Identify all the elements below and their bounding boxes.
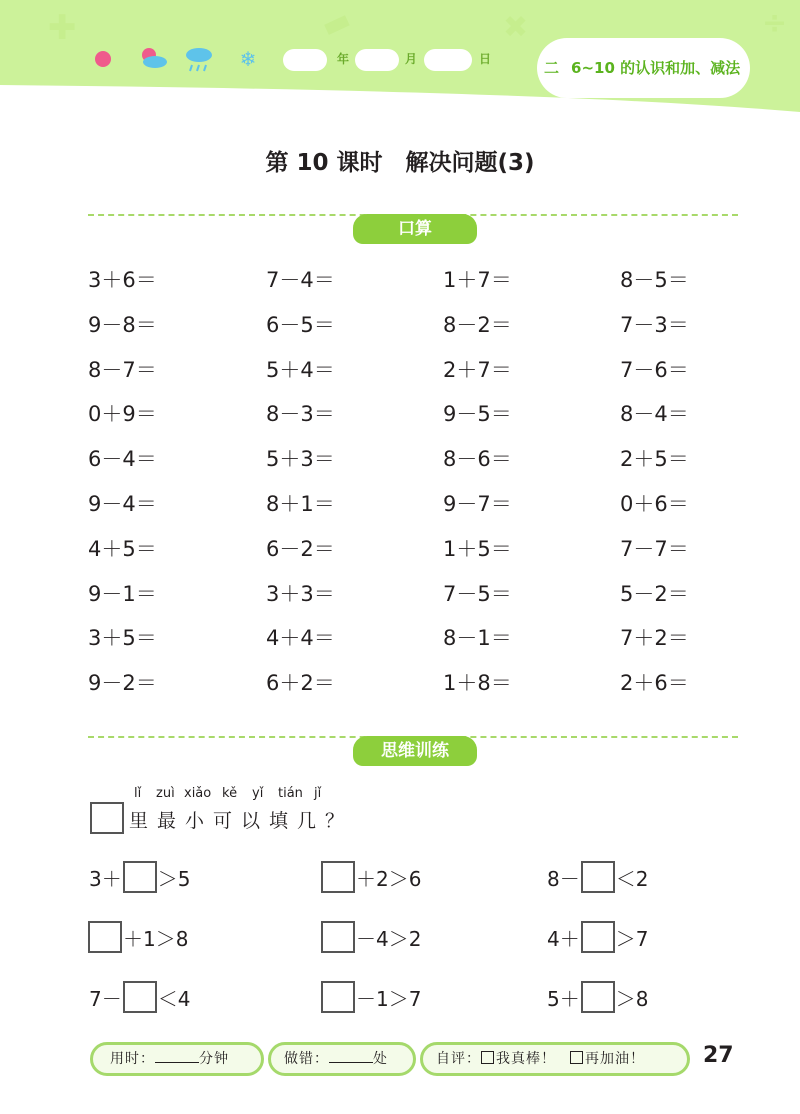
year-field[interactable]: [283, 49, 327, 71]
oral-problem: 7－6＝: [620, 358, 689, 382]
oral-problem: 6－4＝: [88, 447, 157, 471]
oral-problem: 0＋6＝: [620, 492, 689, 516]
pinyin-ke: kě: [222, 786, 238, 801]
inequality-prefix: 4＋: [547, 926, 580, 951]
oral-problem: 9－1＝: [88, 582, 157, 606]
inequality-prefix: 8－: [547, 866, 580, 891]
oral-problem: 7－4＝: [266, 268, 335, 292]
inequality-suffix: ＞7: [615, 926, 649, 951]
keep-trying-option: 再加油！: [585, 1051, 645, 1067]
month-field[interactable]: [355, 49, 399, 71]
keep-trying-checkbox[interactable]: [570, 1051, 583, 1064]
oral-problem: 6－5＝: [266, 313, 335, 337]
inequality-item: [546, 861, 649, 893]
inequality-item: [546, 921, 649, 953]
oral-problem: 9－7＝: [443, 492, 512, 516]
answer-box[interactable]: [581, 981, 615, 1013]
oral-problem: 3＋5＝: [88, 626, 157, 650]
oral-problem: 8－2＝: [443, 313, 512, 337]
time-record: [110, 1048, 229, 1068]
snow-icon[interactable]: ❄: [239, 47, 257, 71]
minus-decoration-icon: ▬: [315, 1, 357, 46]
oral-problem: 8－7＝: [88, 358, 157, 382]
oral-problem: 9－8＝: [88, 313, 157, 337]
pinyin-xiao: xiǎo: [184, 786, 212, 801]
unit-title: [544, 57, 740, 78]
inequality-suffix: ＋1＞8: [123, 926, 189, 951]
oral-problem: 8－6＝: [443, 447, 512, 471]
time-label: 用时：: [110, 1051, 155, 1067]
great-checkbox[interactable]: [481, 1051, 494, 1064]
inequality-item: [88, 861, 191, 893]
oral-tab: 口算: [353, 214, 477, 244]
inequality-item: [88, 921, 189, 953]
pinyin-tian: tián: [278, 786, 303, 801]
oral-problem: 4＋4＝: [266, 626, 335, 650]
answer-box[interactable]: [123, 861, 157, 893]
self-eval: [436, 1048, 645, 1068]
oral-problem: 8－3＝: [266, 402, 335, 426]
unit-number: 二: [544, 59, 560, 77]
rain-icon[interactable]: [183, 46, 215, 72]
oral-problem: 7－7＝: [620, 537, 689, 561]
errors-label: 做错：: [284, 1051, 329, 1067]
inequality-suffix: －1＞7: [356, 986, 422, 1011]
oral-problem: 8－5＝: [620, 268, 689, 292]
inequality-suffix: ＜4: [157, 986, 191, 1011]
errors-unit: 处: [373, 1051, 388, 1067]
inequality-item: [321, 981, 422, 1013]
self-eval-label: 自评：: [436, 1051, 481, 1067]
page-number: 27: [703, 1043, 734, 1068]
oral-problem: 7－3＝: [620, 313, 689, 337]
sun-icon[interactable]: [90, 46, 116, 72]
answer-box[interactable]: [123, 981, 157, 1013]
unit-name: 6~10 的认识和加、减法: [571, 59, 741, 77]
oral-problem: 8＋1＝: [266, 492, 335, 516]
inequality-suffix: ＞8: [615, 986, 649, 1011]
oral-problem: 8－4＝: [620, 402, 689, 426]
oral-problem: 4＋5＝: [88, 537, 157, 561]
oral-problem: 5－2＝: [620, 582, 689, 606]
thinking-tab: 思维训练: [353, 736, 477, 766]
oral-problem: 1＋5＝: [443, 537, 512, 561]
pinyin-yi: yǐ: [252, 786, 264, 801]
answer-box[interactable]: [581, 861, 615, 893]
pinyin-ji: jǐ: [314, 786, 322, 801]
oral-problem: 9－5＝: [443, 402, 512, 426]
inequality-item: [321, 861, 422, 893]
oral-problem: 1＋7＝: [443, 268, 512, 292]
question-example-box: [90, 802, 124, 834]
oral-problem: 3＋3＝: [266, 582, 335, 606]
oral-problem: 7－5＝: [443, 582, 512, 606]
year-label: 年: [337, 52, 350, 66]
answer-box[interactable]: [321, 861, 355, 893]
inequality-prefix: 5＋: [547, 986, 580, 1011]
oral-problem: 6＋2＝: [266, 671, 335, 695]
answer-box[interactable]: [321, 981, 355, 1013]
multiply-decoration-icon: ✖: [503, 10, 529, 45]
day-field[interactable]: [424, 49, 472, 71]
oral-problem: 3＋6＝: [88, 268, 157, 292]
time-field[interactable]: [155, 1048, 199, 1063]
time-unit: 分钟: [199, 1051, 229, 1067]
oral-problem: 2＋5＝: [620, 447, 689, 471]
oral-problem: 7＋2＝: [620, 626, 689, 650]
divide-decoration-icon: ÷: [762, 6, 788, 41]
oral-problem: 5＋4＝: [266, 358, 335, 382]
inequality-prefix: 3＋: [89, 866, 122, 891]
errors-field[interactable]: [329, 1048, 373, 1063]
inequality-prefix: 7－: [89, 986, 122, 1011]
oral-problem: 9－4＝: [88, 492, 157, 516]
question-text: 里最小可以填几？: [129, 810, 354, 832]
oral-problem: 6－2＝: [266, 537, 335, 561]
errors-record: [284, 1048, 388, 1068]
month-label: 月: [405, 52, 418, 66]
page-title: 第 10 课时 解决问题(3): [265, 150, 535, 176]
answer-box[interactable]: [581, 921, 615, 953]
partly-cloudy-icon[interactable]: [137, 46, 169, 72]
oral-problem: 8－1＝: [443, 626, 512, 650]
inequality-suffix: ＋2＞6: [356, 866, 422, 891]
great-option: 我真棒！: [496, 1051, 556, 1067]
oral-problem: 9－2＝: [88, 671, 157, 695]
inequality-item: [546, 981, 649, 1013]
day-label: 日: [479, 52, 492, 66]
inequality-item: [321, 921, 422, 953]
answer-box[interactable]: [321, 921, 355, 953]
pinyin-zui: zuì: [156, 786, 175, 801]
inequality-suffix: －4＞2: [356, 926, 422, 951]
oral-problem: 5＋3＝: [266, 447, 335, 471]
oral-problem: 2＋6＝: [620, 671, 689, 695]
inequality-item: [88, 981, 191, 1013]
oral-problem: 2＋7＝: [443, 358, 512, 382]
oral-problem: 1＋8＝: [443, 671, 512, 695]
plus-decoration-icon: ✚: [48, 8, 77, 48]
inequality-suffix: ＞5: [157, 866, 191, 891]
answer-box[interactable]: [88, 921, 122, 953]
oral-problem: 0＋9＝: [88, 402, 157, 426]
pinyin-li: lǐ: [134, 786, 142, 801]
inequality-suffix: ＜2: [615, 866, 649, 891]
